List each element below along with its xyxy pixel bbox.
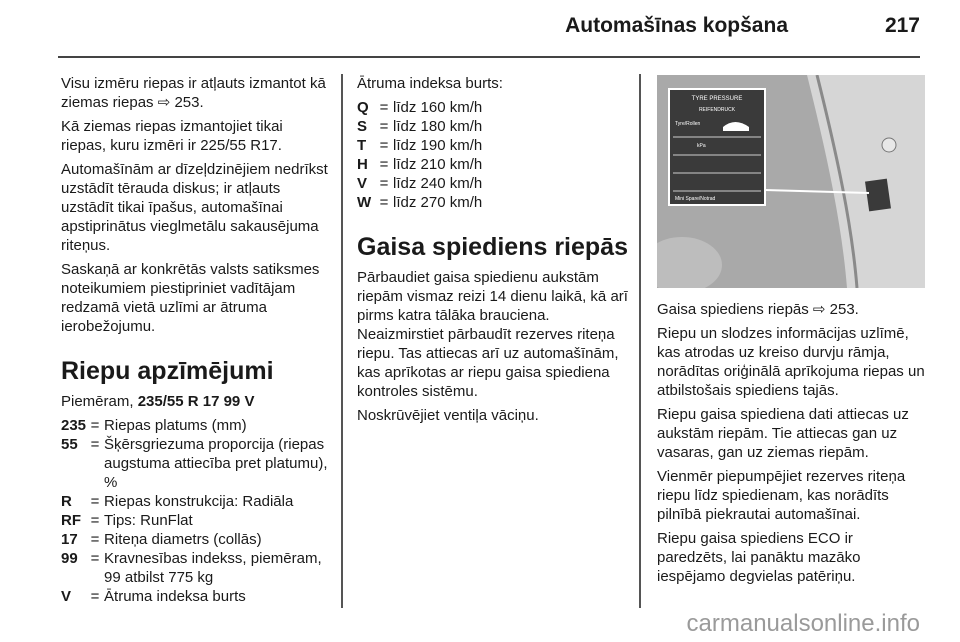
def-eq: =: [90, 531, 100, 548]
page-number: 217: [884, 14, 920, 37]
def-term: 235: [61, 417, 87, 434]
def-eq: =: [90, 512, 100, 529]
label-title: TYRE PRESSURE: [691, 96, 743, 102]
def-eq: =: [90, 493, 100, 510]
tyre-pressure-label-illustration: [657, 75, 925, 288]
example-label: Piemēram,: [61, 393, 138, 410]
paragraph: Noskrūvējiet ventiļa vāciņu.: [357, 407, 539, 424]
paragraph: Riepu gaisa spiediens ECO ir paredzēts, lai panāktu mazāko iespējamo degvielas patēriņu.: [657, 530, 861, 585]
page-title: Automašīnas kopšana: [565, 14, 788, 37]
speed-eq: =: [379, 156, 389, 173]
label-tyre-text: Tyre/Rollen: [675, 121, 701, 127]
def-eq: =: [90, 588, 100, 605]
example-line: [61, 392, 331, 411]
header-rule: [58, 56, 920, 58]
speed-desc: līdz 240 km/h: [393, 175, 483, 192]
def-desc: Ātruma indeksa burts: [104, 588, 246, 605]
tyre-code-definitions: [61, 416, 331, 606]
paragraph: Riepu un slodzes informācijas uzlīmē, kas atrodas uz kreiso durvju rāmja, norādītas oriģinālā aprīkojuma riepas un atbilstošais spiediens tajās.: [657, 325, 925, 399]
watermark: carmanualsonline.info: [686, 610, 920, 637]
speed-desc: līdz 210 km/h: [393, 156, 483, 173]
def-term: R: [61, 493, 72, 510]
speed-desc: līdz 180 km/h: [393, 118, 483, 135]
def-desc: Riepas platums (mm): [104, 417, 247, 434]
def-eq: =: [90, 436, 100, 453]
def-term: RF: [61, 512, 81, 529]
def-eq: =: [90, 550, 100, 567]
paragraph: Gaisa spiediens riepās ⇨ 253.: [657, 301, 859, 318]
def-term: 99: [61, 550, 78, 567]
paragraph: Automašīnām ar dīzeļdzinējiem nedrīkst uzstādīt tērauda diskus; ir atļauts uzstādīt tikai īpašus, automašīnai apstiprinātus vieglmetālu sakausējuma riteņus.: [61, 161, 328, 254]
speed-index-title: Ātruma indeksa burts:: [357, 75, 503, 92]
def-desc: Kravnesības indekss, piemēram, 99 atbilst 775 kg: [104, 550, 322, 586]
paragraph: Pārbaudiet gaisa spiedienu aukstām riepām vismaz reizi 14 dienu laikā, kā arī pirms katra tālāka brauciena. Neaizmirstiet pārbaudīt rezerves riteņa riepu. Tas attiecas arī uz automašīnām, kas aprīkotas ar riepu gaisa spiediena kontroles sistēmu.: [357, 269, 628, 400]
speed-term: H: [357, 156, 368, 173]
def-desc: Šķērsgriezuma proporcija (riepas augstuma attiecība pret platumu), %: [104, 436, 328, 491]
speed-desc: līdz 160 km/h: [393, 99, 483, 116]
def-term: V: [61, 588, 72, 605]
speed-term: W: [357, 194, 372, 211]
example-value: 235/55 R 17 99 V: [137, 393, 255, 410]
speed-term: V: [357, 175, 368, 192]
section-heading-tyre-markings: Riepu apzīmējumi: [61, 357, 274, 385]
def-eq: =: [90, 417, 100, 434]
speed-term: T: [357, 137, 367, 154]
column-divider-left: [341, 74, 343, 608]
paragraph: Vienmēr piepumpējiet rezerves riteņa riepu līdz spiedienam, kas norādīts pilnībā piekrautai automašīnai.: [657, 468, 906, 523]
speed-eq: =: [379, 99, 389, 116]
speed-eq: =: [379, 194, 389, 211]
paragraph: Saskaņā ar konkrētās valsts satiksmes noteikumiem piestipriniet vadītājam redzamā vietā uzlīmi ar ātruma ierobežojumu.: [61, 261, 320, 335]
speed-desc: līdz 270 km/h: [393, 194, 483, 211]
column-divider-right: [639, 74, 641, 608]
speed-eq: =: [379, 175, 389, 192]
speed-desc: līdz 190 km/h: [393, 137, 483, 154]
speed-term: Q: [357, 99, 369, 116]
paragraph: Kā ziemas riepas izmantojiet tikai riepas, kuru izmēri ir 225/55 R17.: [61, 118, 283, 154]
column-3: [657, 300, 925, 591]
def-desc: Riepas konstrukcija: Radiāla: [104, 493, 294, 510]
label-footer-text: Mini Spare/Notrad: [675, 196, 716, 202]
label-kpa-text: kPa: [697, 143, 706, 149]
speed-term: S: [357, 118, 368, 135]
label-subtitle: REIFENDRUCK: [698, 107, 736, 113]
paragraph: Riepu gaisa spiediena dati attiecas uz aukstām riepām. Tie attiecas gan uz vasaras, gan uz ziemas riepām.: [657, 406, 909, 461]
column-1: [61, 74, 331, 606]
paragraph: Visu izmēru riepas ir atļauts izmantot kā ziemas riepas ⇨ 253.: [61, 75, 326, 111]
speed-eq: =: [379, 137, 389, 154]
def-desc: Tips: RunFlat: [104, 512, 193, 529]
speed-index-list: [357, 98, 631, 212]
def-desc: Riteņa diametrs (collās): [104, 531, 262, 548]
section-heading-tyre-pressure: Gaisa spiediens riepās: [357, 233, 628, 261]
column-2: [357, 74, 631, 430]
speed-eq: =: [379, 118, 389, 135]
def-term: 55: [61, 436, 78, 453]
def-term: 17: [61, 531, 78, 548]
